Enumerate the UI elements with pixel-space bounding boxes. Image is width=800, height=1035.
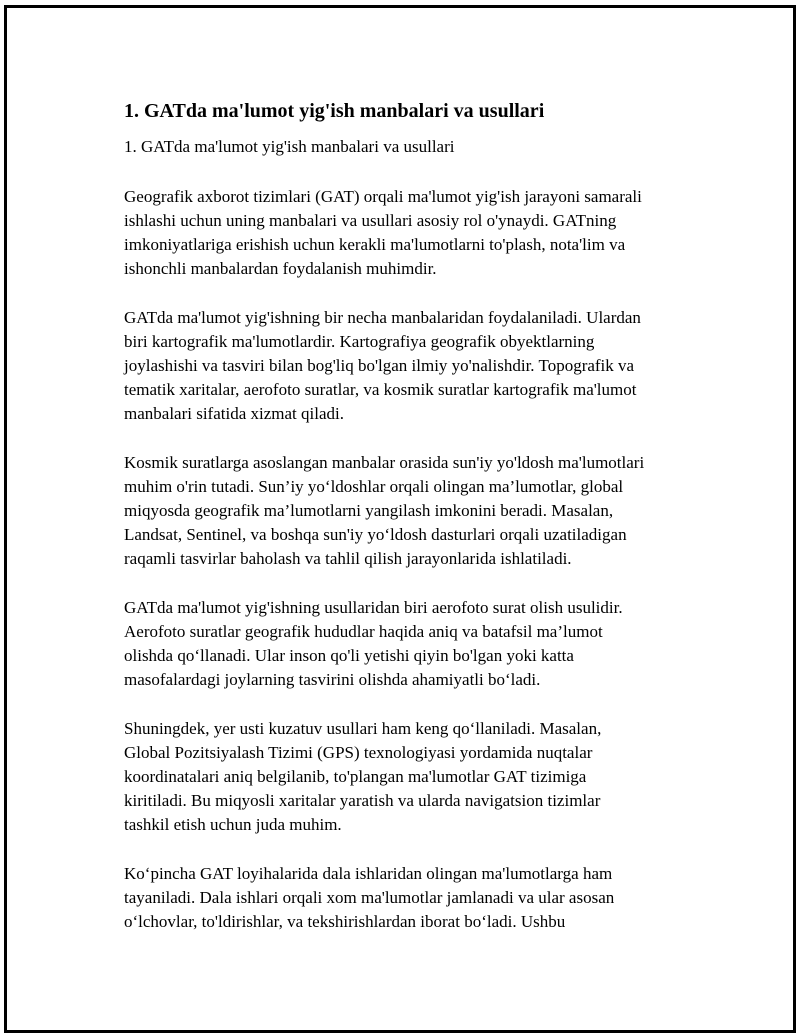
paragraph-line: biri kartografik ma'lumotlardir. Kartografiya geografik obyektlarning xyxy=(124,332,595,351)
paragraph-line: kiritiladi. Bu miqyosli xaritalar yaratish va ularda navigatsion tizimlar xyxy=(124,791,601,810)
paragraph-aerial-photography xyxy=(121,596,701,692)
paragraph-line: GATda ma'lumot yig'ishning bir necha manbalaridan foydalaniladi. Ulardan xyxy=(124,308,641,327)
paragraph-line: koordinatalari aniq belgilanib, to'plangan ma'lumotlar GAT tizimiga xyxy=(124,767,587,786)
paragraph-line: joylashishi va tasviri bilan bog'liq bo'lgan ilmiy yo'nalishdir. Topografik va xyxy=(124,356,635,375)
paragraph-ground-survey xyxy=(121,717,701,837)
paragraph-line: tashkil etish uchun juda muhim. xyxy=(124,815,342,834)
paragraph-line: Landsat, Sentinel, va boshqa sun'iy yo‘ldosh dasturlari orqali uzatiladigan xyxy=(124,525,627,544)
paragraph-cartographic-sources xyxy=(121,306,701,426)
paragraph-line: GATda ma'lumot yig'ishning usullaridan biri aerofoto surat olish usulidir. xyxy=(124,598,623,617)
paragraph-satellite-data xyxy=(121,451,701,571)
paragraph-field-work xyxy=(121,862,701,934)
paragraph-line: muhim o'rin tutadi. Sun’iy yo‘ldoshlar orqali olingan ma’lumotlar, global xyxy=(124,477,624,496)
paragraph-line: masofalardagi joylarning tasvirini olishda ahamiyatli bo‘ladi. xyxy=(124,670,541,689)
paragraph-line: manbalari sifatida xizmat qiladi. xyxy=(124,404,344,423)
document-content xyxy=(121,98,701,959)
paragraph-line: Ko‘pincha GAT loyihalarida dala ishlaridan olingan ma'lumotlarga ham xyxy=(124,864,613,883)
paragraph-line: imkoniyatlariga erishish uchun kerakli ma'lumotlarni to'plash, nota'lim va xyxy=(124,235,626,254)
paragraph-line: Global Pozitsiyalash Tizimi (GPS) texnologiyasi yordamida nuqtalar xyxy=(124,743,593,762)
paragraph-line: Shuningdek, yer usti kuzatuv usullari ham keng qo‘llaniladi. Masalan, xyxy=(124,719,602,738)
paragraph-line: o‘lchovlar, to'ldirishlar, va tekshirishlardan iborat bo‘ladi. Ushbu xyxy=(124,912,566,931)
page-frame xyxy=(4,5,796,1033)
paragraph-line: olishda qo‘llanadi. Ular inson qo'li yetishi qiyin bo'lgan yoki katta xyxy=(124,646,574,665)
paragraph-line: Geografik axborot tizimlari (GAT) orqali ma'lumot yig'ish jarayoni samarali xyxy=(124,187,642,206)
paragraph-line: raqamli tasvirlar baholash va tahlil qilish jarayonlarida ishlatiladi. xyxy=(124,549,572,568)
paragraph-line: ishonchli manbalardan foydalanish muhimdir. xyxy=(124,259,437,278)
page-title: 1. GATda ma'lumot yig'ish manbalari va usullari xyxy=(124,100,545,122)
section-subtitle: 1. GATda ma'lumot yig'ish manbalari va usullari xyxy=(124,137,455,156)
paragraph-line: ishlashi uchun uning manbalari va usullari asosiy rol o'ynaydi. GATning xyxy=(124,211,617,230)
paragraph-line: miqyosda geografik ma’lumotlarni yangilash imkonini beradi. Masalan, xyxy=(124,501,614,520)
paragraph-intro xyxy=(121,185,701,281)
paragraph-line: Aerofoto suratlar geografik hududlar haqida aniq va batafsil ma’lumot xyxy=(124,622,603,641)
paragraph-line: tayaniladi. Dala ishlari orqali xom ma'lumotlar jamlanadi va ular asosan xyxy=(124,888,615,907)
paragraph-line: tematik xaritalar, aerofoto suratlar, va kosmik suratlar kartografik ma'lumot xyxy=(124,380,637,399)
paragraph-line: Kosmik suratlarga asoslangan manbalar orasida sun'iy yo'ldosh ma'lumotlari xyxy=(124,453,645,472)
